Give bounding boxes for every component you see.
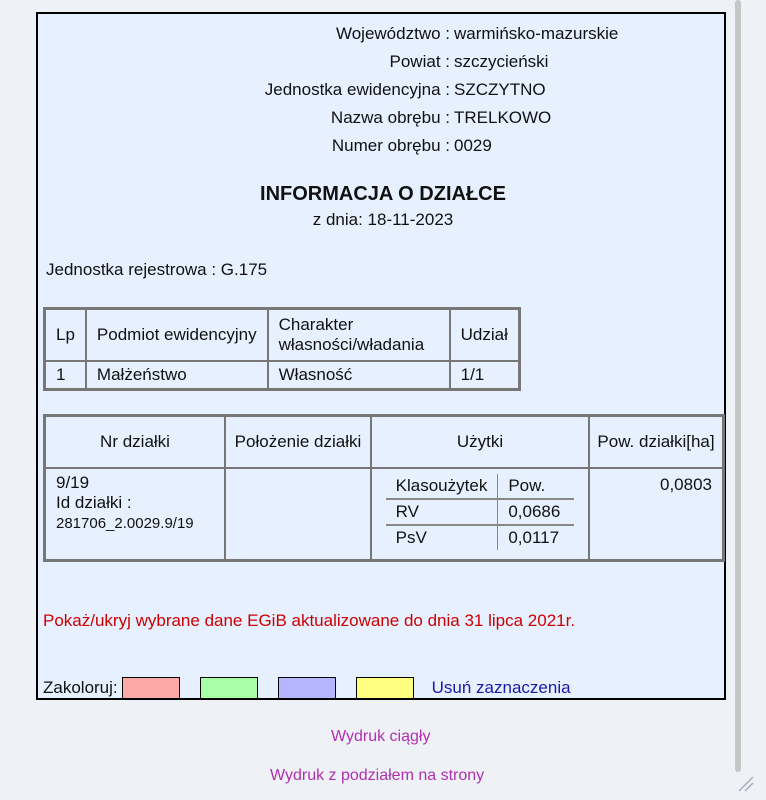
- print-continuous-link[interactable]: Wydruk ciągły: [331, 728, 431, 745]
- parcel-info-panel: [36, 12, 726, 700]
- parcel-number-cell: [45, 468, 225, 560]
- col-header: Udział: [450, 309, 519, 361]
- table-row: [386, 526, 575, 550]
- table-cell: 1/1: [450, 361, 519, 389]
- table-row: [386, 500, 575, 526]
- owners-table: [43, 307, 521, 391]
- area-cell: 0,0803: [589, 468, 723, 560]
- land-use-cell: [371, 468, 589, 560]
- info-label: Województwo :: [335, 24, 450, 43]
- colorize-bar: [43, 677, 571, 699]
- table-cell: PsV: [395, 528, 427, 547]
- table-cell: Własność: [268, 361, 450, 389]
- col-header: Użytki: [371, 416, 589, 468]
- land-use-table: [386, 474, 575, 550]
- table-cell: RV: [386, 500, 498, 526]
- color-swatch-green[interactable]: [200, 677, 258, 699]
- parcel-id-label: Id działki :: [56, 493, 132, 512]
- parcel-table: [43, 414, 725, 562]
- egib-toggle-link[interactable]: Pokaż/ukryj wybrane dane EGiB aktualizowane do dnia 31 lipca 2021r.: [43, 611, 576, 630]
- scrollbar[interactable]: [735, 0, 741, 772]
- clear-selection-link[interactable]: Usuń zaznaczenia: [431, 678, 571, 697]
- registry-unit: Jednostka rejestrowa : G.175: [46, 260, 268, 279]
- page-title: INFORMACJA O DZIAŁCE: [260, 183, 506, 205]
- location-cell: [225, 468, 371, 560]
- col-header: Podmiot ewidencyjny: [86, 309, 268, 361]
- table-header-row: [45, 416, 723, 468]
- info-label: Nazwa obrębu :: [330, 108, 450, 127]
- table-cell: 0,0686: [497, 500, 574, 526]
- info-label: Jednostka ewidencyjna :: [264, 80, 450, 99]
- info-label: Numer obrębu :: [331, 136, 450, 155]
- col-header: Lp: [45, 309, 86, 361]
- info-value: SZCZYTNO: [454, 80, 546, 99]
- info-value: warmińsko-mazurskie: [454, 24, 619, 43]
- color-swatch-yellow[interactable]: [356, 677, 414, 699]
- col-header: Pow.: [497, 474, 574, 500]
- color-swatch-red[interactable]: [122, 677, 180, 699]
- col-header: Nr działki: [45, 416, 225, 468]
- info-value: 0029: [454, 136, 492, 155]
- resize-grip-icon[interactable]: [737, 775, 755, 793]
- table-cell: Małżeństwo: [86, 361, 268, 389]
- table-header-row: [45, 309, 519, 361]
- table-header-row: [386, 474, 575, 500]
- parcel-id: 281706_2.0029.9/19: [56, 515, 194, 532]
- info-label: Powiat :: [389, 52, 450, 71]
- info-value: szczycieński: [454, 52, 549, 71]
- table-cell: 1: [45, 361, 86, 389]
- col-header: Położenie działki: [225, 416, 371, 468]
- table-row: [45, 468, 723, 560]
- col-header: Klasoużytek: [386, 474, 498, 500]
- table-row: [45, 361, 519, 389]
- info-value: TRELKOWO: [454, 108, 552, 127]
- color-swatch-blue[interactable]: [278, 677, 336, 699]
- parcel-number: 9/19: [56, 473, 90, 492]
- col-header: Charakter własności/władania: [268, 309, 450, 361]
- col-header: Pow. działki[ha]: [589, 416, 723, 468]
- colorize-label: Zakoloruj:: [43, 678, 118, 697]
- print-pages-link[interactable]: Wydruk z podziałem na strony: [270, 767, 485, 784]
- page-date: z dnia: 18-11-2023: [312, 210, 454, 229]
- table-cell: 0,0117: [497, 526, 574, 550]
